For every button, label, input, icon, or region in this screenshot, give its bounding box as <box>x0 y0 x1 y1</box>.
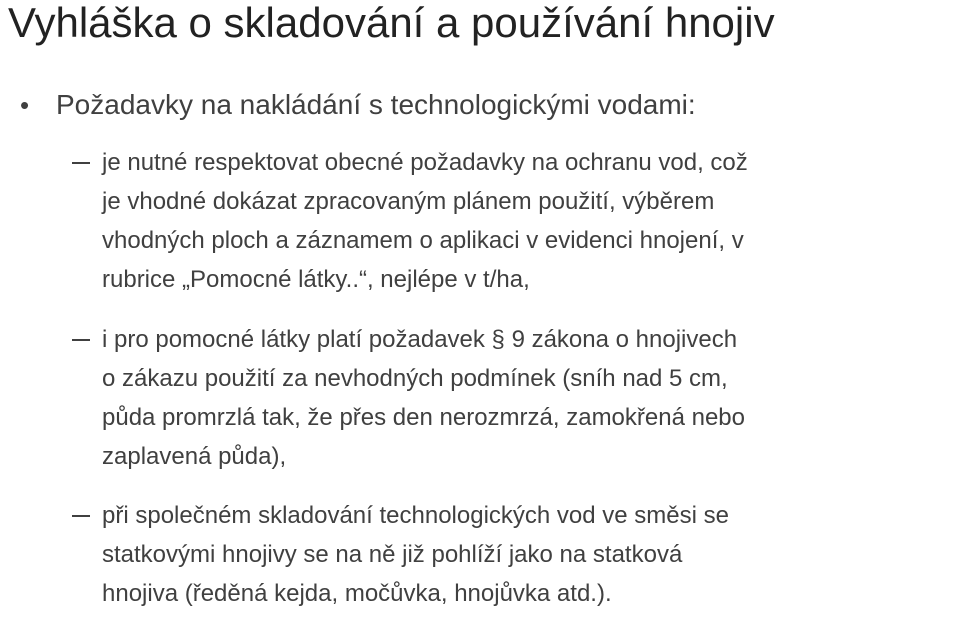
slide-title: Vyhláška o skladování a používání hnojiv <box>8 0 775 46</box>
main-bullet-text: Požadavky na nakládání s technologickými vodami: <box>56 89 696 120</box>
sub-item-3 <box>72 496 952 613</box>
dash-icon <box>72 515 90 517</box>
dash-icon <box>72 162 90 164</box>
sub-item-text: při společném skladování technologických vod ve směsi se statkovými hnojivy se na ně již pohlíží jako na statková hnojiva (ředěná kejda, močůvka, hnojůvka atd.). <box>102 502 729 607</box>
dash-icon <box>72 339 90 341</box>
sub-item-text: i pro pomocné látky platí požadavek § 9 zákona o hnojivech o zákazu použití za nevhodných podmínek (sníh nad 5 cm, půda promrzlá tak, že přes den nerozmrzá, zamokřená nebo zaplavená půda), <box>102 326 745 470</box>
bullet-icon: • <box>20 90 30 120</box>
sub-item-2 <box>72 320 952 476</box>
sub-item-text: je nutné respektovat obecné požadavky na ochranu vod, což je vhodné dokázat zpracovaným plánem použití, výběrem vhodných ploch a záznamem o aplikaci v evidenci hnojení, v rubrice „Pomocné látky..“, nejlépe v t/ha, <box>102 149 748 293</box>
sub-item-1 <box>72 143 952 299</box>
